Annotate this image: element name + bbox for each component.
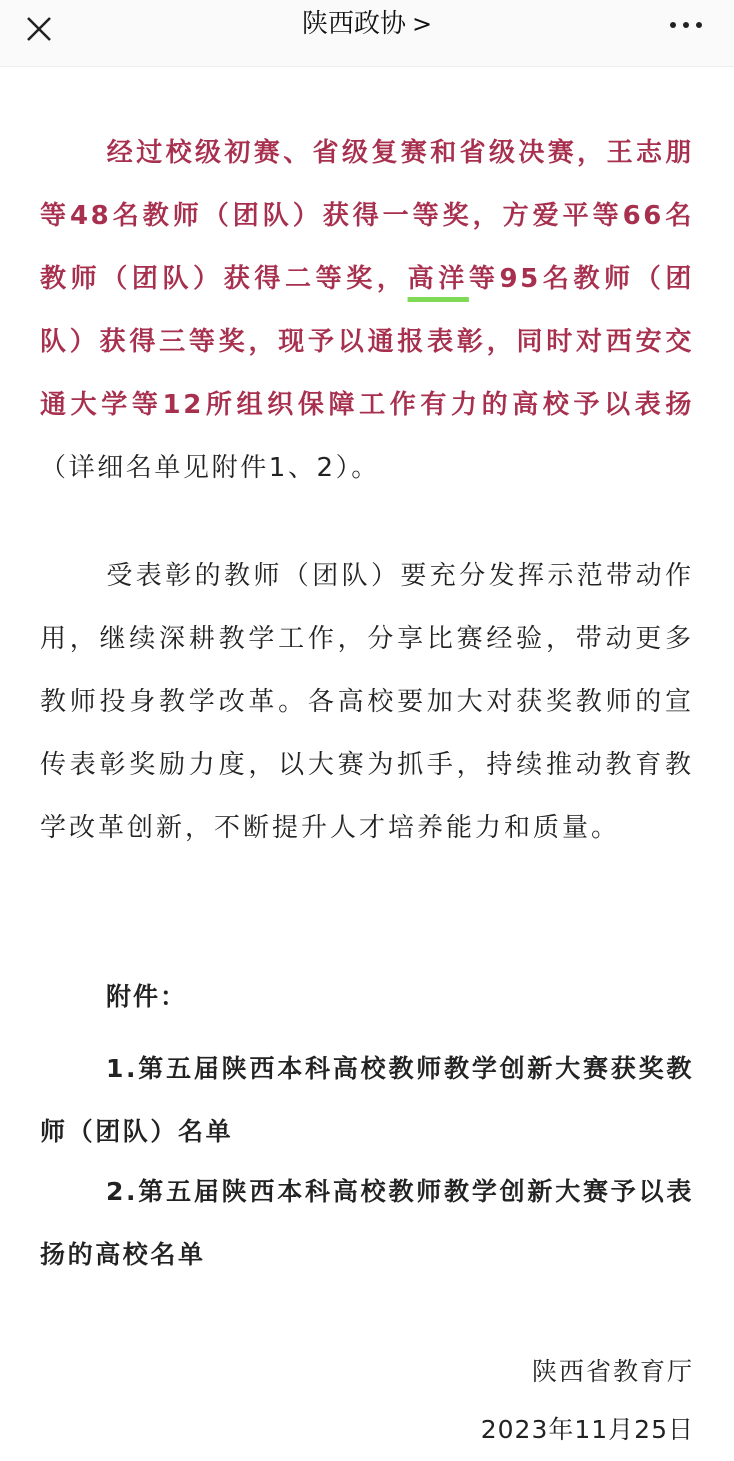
award-continued-text: 等95名教师（团队）获得三等奖，现予以通报表彰，同时对西安交通大学等12所组织保障工作有力的高校予以表扬	[40, 264, 695, 420]
chevron-right-icon: >	[411, 10, 433, 38]
page-title: 陕西政协	[301, 9, 406, 39]
highlighted-name[interactable]: 高洋	[407, 264, 469, 294]
more-options-button[interactable]	[658, 6, 714, 42]
attachments-heading: 附件：	[106, 982, 188, 1011]
attachment-item-2: 2.第五届陕西本科高校教师教学创新大赛予以表扬的高校名单	[40, 1177, 694, 1269]
attachment-reference-text: （详细名单见附件1、2）。	[40, 453, 380, 483]
more-dots-icon	[670, 22, 676, 28]
signature-date: 2023年11月25日	[480, 1415, 694, 1444]
account-title-link[interactable]	[0, 4, 734, 44]
award-lead-text: 经过校级初赛、省级复赛和省级决赛，王志朋等48名教师（团队）获得一等奖，方爱平等66名教师（团队）获得二等奖，	[40, 138, 694, 294]
award-paragraph	[40, 122, 694, 500]
attachment-item-1: 1.第五届陕西本科高校教师教学创新大赛获奖教师（团队）名单	[40, 1054, 694, 1146]
signature-organization: 陕西省教育厅	[531, 1357, 694, 1386]
encouragement-text: 受表彰的教师（团队）要充分发挥示范带动作用，继续深耕教学工作，分享比赛经验，带动更多教师投身教学改革。各高校要加大对获奖教师的宣传表彰奖励力度，以大赛为抓手，持续推动教育教学改革创新，不断提升人才培养能力和质量。	[40, 561, 694, 843]
encouragement-paragraph	[40, 545, 694, 860]
top-nav-bar	[0, 0, 734, 67]
